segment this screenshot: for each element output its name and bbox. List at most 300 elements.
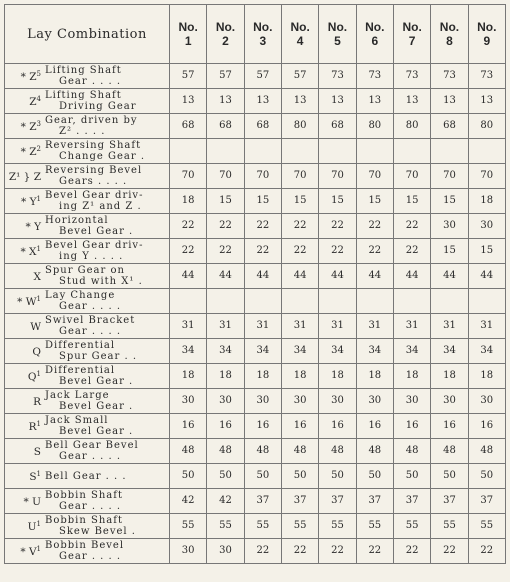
value-cell: 22 (393, 539, 430, 564)
value-cell: 31 (170, 314, 207, 339)
value-cell: 70 (170, 164, 207, 189)
value-cell: 70 (207, 164, 244, 189)
gear-letter: Z¹ } Z (8, 171, 41, 183)
table-row (5, 289, 506, 314)
gear-label-cell (5, 164, 170, 189)
value-cell: 18 (468, 189, 505, 214)
gear-label-cell (5, 464, 170, 489)
gear-label-cell (5, 64, 170, 89)
gear-code (5, 394, 45, 408)
value-cell: 18 (207, 364, 244, 389)
gear-code (5, 94, 45, 108)
gear-description (45, 165, 169, 187)
gear-label-cell (5, 539, 170, 564)
description-line-1: Reversing Bevel (45, 165, 143, 176)
value-cell: 73 (431, 64, 468, 89)
value-cell: 18 (319, 364, 356, 389)
value-cell (170, 139, 207, 164)
value-cell: 57 (170, 64, 207, 89)
value-cell: 55 (170, 514, 207, 539)
value-cell: 68 (170, 114, 207, 139)
table-row (5, 464, 506, 489)
value-cell: 37 (244, 489, 281, 514)
value-cell: 18 (170, 364, 207, 389)
gear-label-cell (5, 89, 170, 114)
value-cell (356, 289, 393, 314)
value-cell: 30 (468, 214, 505, 239)
value-cell: 22 (393, 214, 430, 239)
value-cell: 18 (356, 364, 393, 389)
gear-letter: Z (29, 121, 37, 133)
value-cell (319, 289, 356, 314)
value-cell: 22 (281, 239, 318, 264)
description-line-1: Lifting Shaft (45, 90, 122, 101)
gear-letter: W (25, 296, 37, 308)
value-cell: 31 (393, 314, 430, 339)
column-header-label: No. (365, 20, 385, 34)
gear-superscript: 1 (36, 195, 41, 203)
gear-label-cell (5, 214, 170, 239)
table-row (5, 239, 506, 264)
value-cell: 37 (281, 489, 318, 514)
value-cell: 55 (244, 514, 281, 539)
gear-description (45, 140, 169, 162)
column-header-no-6 (356, 5, 393, 64)
description-line-1: Bevel Gear driv- (45, 190, 144, 201)
gear-code (5, 444, 45, 458)
gear-description (45, 265, 169, 287)
value-cell: 30 (207, 539, 244, 564)
description-line-1: Bevel Gear driv- (45, 240, 144, 251)
value-cell: 80 (468, 114, 505, 139)
value-cell: 15 (281, 189, 318, 214)
table-row (5, 489, 506, 514)
gear-code (5, 419, 45, 433)
table-row (5, 439, 506, 464)
gear-superscript: 5 (36, 70, 41, 78)
asterisk-mark: * (23, 496, 29, 508)
gear-code (5, 544, 45, 558)
value-cell: 42 (170, 489, 207, 514)
gear-label-cell (5, 114, 170, 139)
value-cell: 57 (207, 64, 244, 89)
value-cell: 22 (244, 239, 281, 264)
description-line-1: Bell Gear . . . (45, 470, 127, 482)
gear-superscript: 1 (36, 470, 41, 478)
table-row (5, 164, 506, 189)
value-cell: 22 (244, 539, 281, 564)
description-line-1: Lifting Shaft (45, 65, 122, 76)
description-line-2: ing Y . . . . (59, 251, 124, 262)
value-cell (170, 289, 207, 314)
gear-code (5, 519, 45, 533)
table-row (5, 139, 506, 164)
value-cell: 22 (170, 214, 207, 239)
gear-code (5, 219, 45, 233)
table-row (5, 64, 506, 89)
table-row (5, 189, 506, 214)
asterisk-mark: * (20, 246, 26, 258)
description-line-2: ing Z¹ and Z . (59, 201, 142, 212)
description-line-2: Stud with X¹ . (59, 276, 143, 287)
value-cell: 18 (170, 189, 207, 214)
gear-label-cell (5, 414, 170, 439)
value-cell: 37 (431, 489, 468, 514)
value-cell: 55 (281, 514, 318, 539)
column-header-number: 2 (222, 34, 229, 48)
gear-description (45, 365, 169, 387)
value-cell: 31 (431, 314, 468, 339)
description-line-1: Bobbin Bevel (45, 540, 125, 551)
value-cell: 13 (468, 89, 505, 114)
value-cell: 13 (207, 89, 244, 114)
value-cell: 30 (244, 389, 281, 414)
value-cell: 50 (319, 464, 356, 489)
column-header-label: No. (290, 20, 310, 34)
value-cell: 44 (393, 264, 430, 289)
gear-letter: V (28, 546, 37, 558)
table-row (5, 214, 506, 239)
value-cell: 34 (356, 339, 393, 364)
gear-description (45, 190, 169, 212)
gear-letter: Q (27, 371, 37, 383)
value-cell: 15 (244, 189, 281, 214)
value-cell: 22 (281, 214, 318, 239)
description-line-2: Gear . . . . (59, 301, 122, 312)
gear-superscript: 3 (36, 120, 41, 128)
value-cell (431, 289, 468, 314)
value-cell: 44 (356, 264, 393, 289)
gear-label-cell (5, 289, 170, 314)
description-line-2: Change Gear . (59, 151, 145, 162)
value-cell: 44 (170, 264, 207, 289)
description-line-2: Skew Bevel . (59, 526, 136, 537)
gear-letter: Z (29, 71, 37, 83)
gear-code (5, 319, 45, 333)
column-header-number: 9 (483, 34, 491, 48)
description-line-1: Differential (45, 340, 116, 351)
description-line-1: Bobbin Shaft (45, 515, 123, 526)
gear-code (5, 244, 45, 258)
value-cell: 34 (393, 339, 430, 364)
table-body (5, 64, 506, 564)
gear-code (5, 119, 45, 133)
value-cell: 44 (281, 264, 318, 289)
table-row (5, 514, 506, 539)
gear-description (45, 490, 169, 512)
asterisk-mark: * (20, 546, 26, 558)
gear-letter: Y (34, 221, 41, 233)
description-line-1: Differential (45, 365, 116, 376)
value-cell: 57 (281, 64, 318, 89)
gear-letter: U (32, 496, 41, 508)
value-cell: 68 (319, 114, 356, 139)
value-cell (244, 289, 281, 314)
value-cell: 30 (356, 389, 393, 414)
gear-letter: U (27, 521, 37, 533)
value-cell: 22 (319, 239, 356, 264)
value-cell: 22 (468, 539, 505, 564)
gear-code (5, 469, 45, 483)
value-cell: 55 (468, 514, 505, 539)
column-header-number: 8 (446, 34, 453, 48)
description-line-2: Gear . . . . (59, 326, 122, 337)
value-cell: 15 (207, 189, 244, 214)
column-header-no-3 (244, 5, 281, 64)
value-cell: 48 (281, 439, 318, 464)
value-cell: 42 (207, 489, 244, 514)
gear-code (5, 294, 45, 308)
gear-letter: Z (29, 96, 37, 108)
value-cell: 50 (393, 464, 430, 489)
value-cell: 13 (356, 89, 393, 114)
value-cell (319, 139, 356, 164)
value-cell: 55 (207, 514, 244, 539)
value-cell: 13 (281, 89, 318, 114)
value-cell: 22 (356, 539, 393, 564)
gear-label-cell (5, 139, 170, 164)
description-line-1: Spur Gear on (45, 265, 125, 276)
gear-letter: R (33, 396, 41, 408)
value-cell: 15 (356, 189, 393, 214)
value-cell: 15 (319, 189, 356, 214)
value-cell: 22 (281, 539, 318, 564)
value-cell: 13 (393, 89, 430, 114)
value-cell: 44 (319, 264, 356, 289)
gear-letter: W (30, 321, 41, 333)
asterisk-mark: * (25, 221, 31, 233)
value-cell: 16 (431, 414, 468, 439)
value-cell: 37 (319, 489, 356, 514)
value-cell: 68 (207, 114, 244, 139)
gear-label-cell (5, 264, 170, 289)
column-header-no-4 (281, 5, 318, 64)
value-cell: 70 (468, 164, 505, 189)
description-line-1: Horizontal (45, 215, 109, 226)
label-column-header: Lay Combination (5, 5, 170, 64)
value-cell: 55 (393, 514, 430, 539)
gear-letter: X (33, 271, 41, 283)
description-line-1: Jack Small (45, 415, 109, 426)
column-header-no-2 (207, 5, 244, 64)
gear-superscript: 2 (36, 145, 41, 153)
value-cell: 50 (468, 464, 505, 489)
gear-superscript: 1 (36, 245, 41, 253)
value-cell: 50 (281, 464, 318, 489)
description-line-2: Driving Gear (59, 101, 137, 112)
value-cell: 13 (244, 89, 281, 114)
value-cell: 15 (393, 189, 430, 214)
value-cell: 22 (356, 239, 393, 264)
gear-code (5, 269, 45, 283)
value-cell: 22 (393, 239, 430, 264)
table-row (5, 389, 506, 414)
value-cell: 34 (281, 339, 318, 364)
column-header-no-1 (170, 5, 207, 64)
value-cell: 22 (207, 239, 244, 264)
value-cell: 22 (431, 539, 468, 564)
gear-code (5, 169, 45, 183)
gear-label-cell (5, 439, 170, 464)
value-cell: 18 (244, 364, 281, 389)
gear-description (45, 65, 169, 87)
table-row (5, 364, 506, 389)
gear-description (45, 340, 169, 362)
table-header (5, 5, 506, 64)
description-line-1: Swivel Bracket (45, 315, 136, 326)
value-cell: 48 (207, 439, 244, 464)
asterisk-mark: * (21, 196, 27, 208)
gear-code (5, 69, 45, 83)
value-cell (393, 139, 430, 164)
table-row (5, 264, 506, 289)
column-header-label: No. (178, 20, 198, 34)
gear-code (5, 369, 45, 383)
table-row (5, 539, 506, 564)
column-header-number: 7 (408, 34, 416, 48)
value-cell (431, 139, 468, 164)
value-cell: 50 (431, 464, 468, 489)
value-cell: 70 (281, 164, 318, 189)
value-cell: 80 (393, 114, 430, 139)
value-cell: 34 (207, 339, 244, 364)
gear-description (45, 471, 169, 482)
value-cell: 30 (431, 214, 468, 239)
value-cell: 16 (207, 414, 244, 439)
asterisk-mark: * (17, 296, 23, 308)
column-header-label: No. (215, 20, 236, 34)
value-cell: 48 (393, 439, 430, 464)
value-cell: 22 (244, 214, 281, 239)
gear-label-cell (5, 239, 170, 264)
gear-description (45, 240, 169, 262)
gear-description (45, 315, 169, 337)
description-line-1: Reversing Shaft (45, 140, 142, 151)
value-cell: 37 (356, 489, 393, 514)
value-cell: 55 (356, 514, 393, 539)
value-cell: 73 (468, 64, 505, 89)
value-cell: 22 (207, 214, 244, 239)
gear-label-cell (5, 489, 170, 514)
gear-letter: X (29, 246, 37, 258)
value-cell: 48 (356, 439, 393, 464)
value-cell: 44 (468, 264, 505, 289)
value-cell (356, 139, 393, 164)
value-cell: 30 (281, 389, 318, 414)
asterisk-mark: * (20, 71, 26, 83)
value-cell (468, 289, 505, 314)
description-line-2: Bevel Gear . (59, 401, 134, 412)
value-cell: 70 (431, 164, 468, 189)
value-cell: 50 (207, 464, 244, 489)
value-cell: 16 (281, 414, 318, 439)
value-cell (207, 139, 244, 164)
gear-label-cell (5, 314, 170, 339)
value-cell: 18 (431, 364, 468, 389)
value-cell: 16 (393, 414, 430, 439)
value-cell: 48 (170, 439, 207, 464)
value-cell: 50 (244, 464, 281, 489)
value-cell (393, 289, 430, 314)
value-cell: 15 (431, 189, 468, 214)
gear-superscript: 1 (36, 520, 41, 528)
value-cell: 15 (431, 239, 468, 264)
asterisk-mark: * (20, 121, 26, 133)
value-cell: 16 (170, 414, 207, 439)
table-row (5, 89, 506, 114)
value-cell: 37 (468, 489, 505, 514)
table-row (5, 414, 506, 439)
gear-description (45, 215, 169, 237)
value-cell: 31 (319, 314, 356, 339)
value-cell: 30 (170, 389, 207, 414)
asterisk-mark: * (20, 146, 26, 158)
value-cell: 13 (319, 89, 356, 114)
value-cell: 70 (393, 164, 430, 189)
value-cell (281, 289, 318, 314)
value-cell: 34 (468, 339, 505, 364)
gear-label-cell (5, 389, 170, 414)
gear-code (5, 194, 45, 208)
value-cell: 18 (468, 364, 505, 389)
gear-description (45, 415, 169, 437)
value-cell: 57 (244, 64, 281, 89)
value-cell: 22 (319, 214, 356, 239)
description-line-2: Gear . . . . (59, 501, 122, 512)
value-cell: 44 (244, 264, 281, 289)
column-header-no-8 (431, 5, 468, 64)
gear-description (45, 540, 169, 562)
description-line-2: Spur Gear . . (59, 351, 138, 362)
value-cell: 30 (393, 389, 430, 414)
gear-letter: S (33, 446, 41, 458)
value-cell: 31 (244, 314, 281, 339)
description-line-1: Jack Large (45, 390, 110, 401)
gear-letter: S (29, 471, 37, 483)
value-cell: 22 (356, 214, 393, 239)
description-line-2: Bevel Gear . (59, 426, 134, 437)
gear-label-cell (5, 514, 170, 539)
value-cell: 30 (431, 389, 468, 414)
value-cell: 73 (319, 64, 356, 89)
value-cell: 16 (244, 414, 281, 439)
gear-code (5, 494, 45, 508)
value-cell: 37 (393, 489, 430, 514)
value-cell: 50 (356, 464, 393, 489)
column-header-no-9 (468, 5, 505, 64)
value-cell: 55 (431, 514, 468, 539)
gear-code (5, 344, 45, 358)
gear-label-cell (5, 339, 170, 364)
value-cell (207, 289, 244, 314)
gear-description (45, 390, 169, 412)
description-line-1: Gear, driven by (45, 115, 138, 126)
value-cell: 70 (319, 164, 356, 189)
value-cell: 31 (281, 314, 318, 339)
value-cell: 31 (356, 314, 393, 339)
gear-superscript: 1 (36, 420, 41, 428)
description-line-2: Gear . . . . (59, 76, 122, 87)
value-cell: 80 (356, 114, 393, 139)
gear-superscript: 1 (36, 545, 41, 553)
column-header-number: 1 (184, 34, 192, 48)
description-line-2: Bevel Gear . (59, 376, 134, 387)
value-cell (468, 139, 505, 164)
description-line-2: Bevel Gear . (59, 226, 134, 237)
gear-description (45, 290, 169, 312)
value-cell: 13 (431, 89, 468, 114)
column-header-number: 3 (259, 34, 267, 48)
